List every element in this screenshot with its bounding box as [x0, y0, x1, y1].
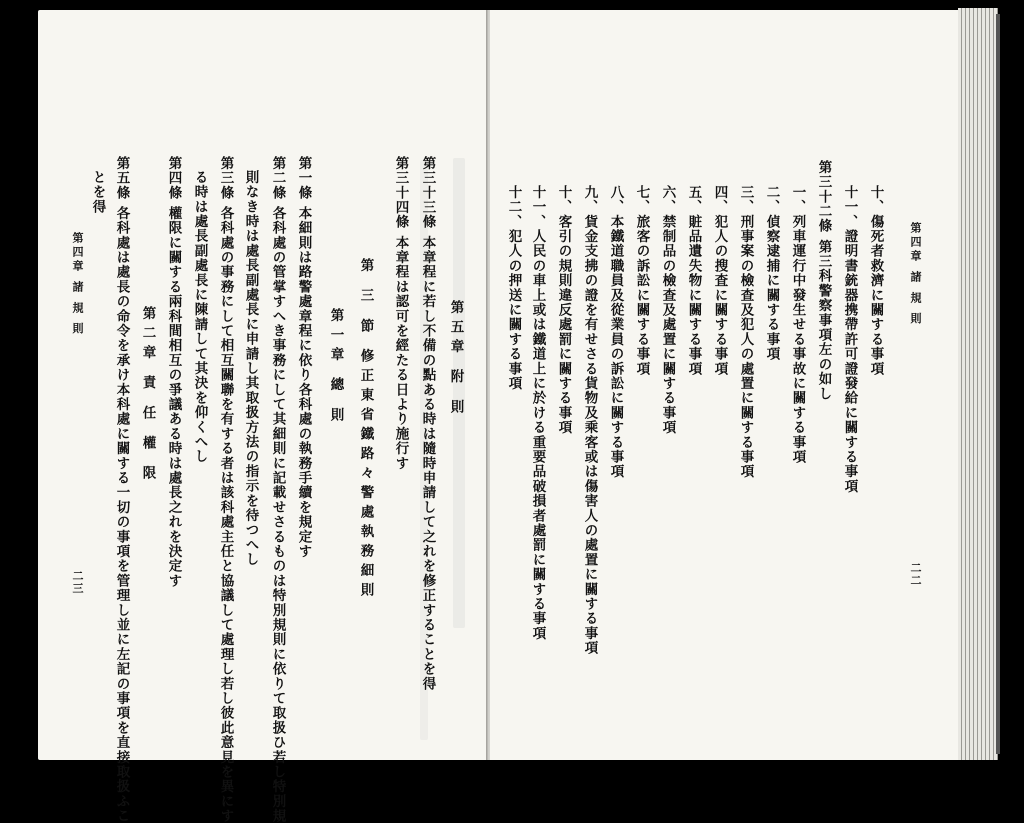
running-header: 第四章 諸 規 則 [909, 222, 922, 327]
edge-shadow [996, 14, 1000, 754]
page-edges [958, 8, 998, 760]
chapter-five-heading: 第五章 附 則 [447, 300, 464, 419]
item-1: 一、列車運行中發生せる事故に關する事項 [789, 185, 806, 465]
section-three-heading: 第 三 節 修正東省鐵路々警處執務細則 [357, 258, 374, 603]
item-3: 三、刑事案の檢查及犯人の處置に關する事項 [737, 185, 754, 479]
article-4: 第四條 權限に關する兩科間相互の爭議ある時は處長之れを決定す [165, 156, 182, 589]
item-4: 四、犯人の搜査に關する事項 [711, 185, 728, 377]
article-3-cont: る時は處長副處長に陳請して其決を仰くへし [191, 170, 208, 464]
article-34: 第三十四條 本章程は認可を經たる日より施行す [392, 156, 409, 471]
right-page [490, 10, 960, 760]
item-6: 六、禁制品の檢查及處置に關する事項 [659, 185, 676, 435]
article-2-cont: 則なき時は處長副處長に申請し其取扱方法の指示を待つへし [242, 170, 259, 567]
item-10: 十、傷死者救濟に關する事項 [867, 185, 884, 377]
page-number: 二二 [909, 562, 922, 587]
item-9: 九、貨金支拂の證を有せさる貨物及乘客或は傷害人の處置に關する事項 [581, 185, 598, 656]
running-header: 第四章 諸 規 則 [71, 232, 84, 337]
item-11: 十一、證明書銃器携帶許可證發給に關する事項 [841, 185, 858, 494]
article-2: 第二條 各科處の管掌すへき事務にして其細則に記載せさるものは特別規則に依りて取扱ひ若し特別規 [269, 156, 286, 823]
article-5-cont: とを得 [89, 170, 106, 215]
item-5: 五、賍品遺失物に關する事項 [685, 185, 702, 377]
item-7: 七、旅客の訴訟に關する事項 [633, 185, 650, 377]
item-11b: 十一、人民の車上或は鐵道上に於ける重要品破損者處罰に關する事項 [529, 185, 546, 641]
page-number: 二三 [71, 570, 84, 595]
article-5: 第五條 各科處は處長の命令を承け本科處に關する一切の事項を管理し並に左記の事項を直接取扱ふこ [113, 156, 130, 823]
article-3: 第三條 各科處の事務にして相互關聯を有する者は該科處主任と協議して處理し若し彼此意見を異にす [217, 156, 234, 823]
item-8: 八、本鐵道職員及從業員の訴訟に關する事項 [607, 185, 624, 479]
item-10b: 十、客引の規則違反處罰に關する事項 [555, 185, 572, 435]
left-page [38, 10, 488, 823]
chapter-two-heading: 第二章 責 任 權 限 [139, 306, 156, 486]
article-1: 第一條 本細則は路警處章程に依り各科處の執務手續を規定す [295, 156, 312, 559]
chapter-one-heading: 第一章 總 則 [327, 308, 344, 427]
item-2: 二、偵察逮捕に關する事項 [763, 185, 780, 362]
article-33: 第三十三條 本章程に若し不備の點ある時は隨時申請して之れを修正することを得 [419, 156, 436, 692]
item-12: 十二、犯人の押送に關する事項 [505, 185, 522, 391]
article-32: 第三十二條 第三科警察事項左の如し [815, 160, 832, 402]
